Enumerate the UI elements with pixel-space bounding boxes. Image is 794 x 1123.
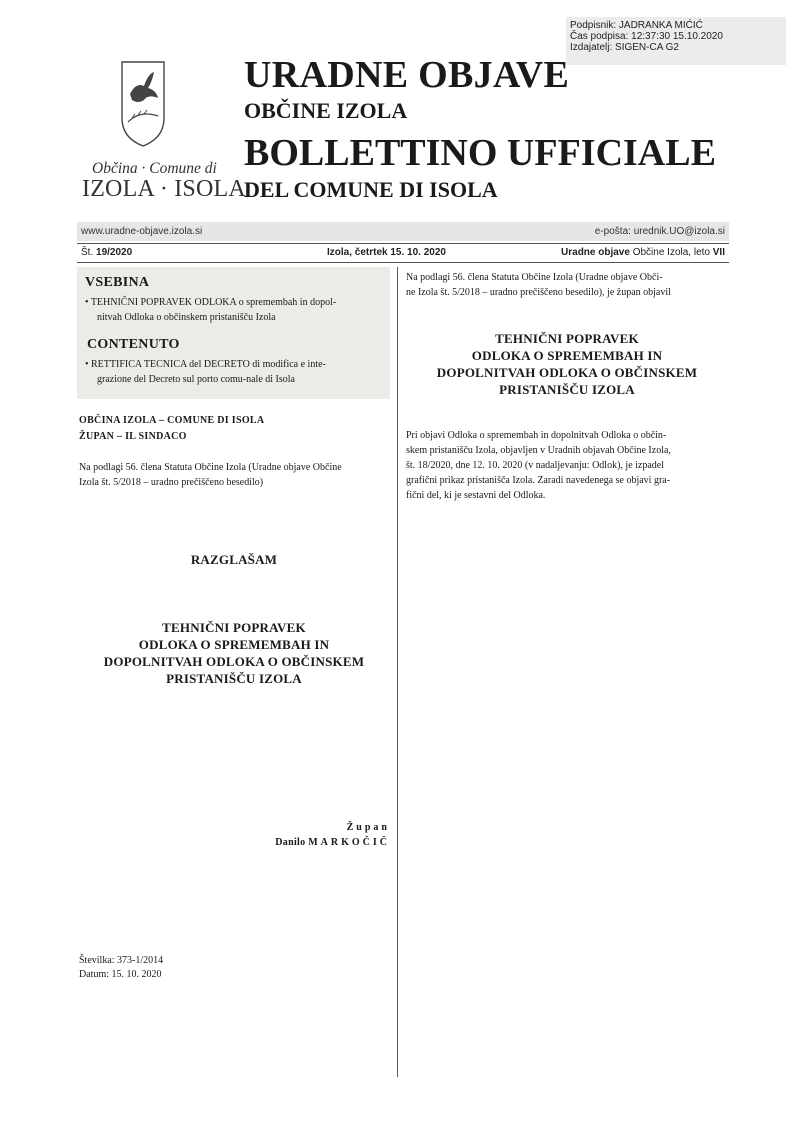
- right-intro: Na podlagi 56. člena Statuta Občine Izola (Uradne objave Obči- ne Izola št. 5/2018 – uradno prečiščeno besedilo), je župan objavil: [406, 272, 671, 298]
- subtitle-it: DEL COMUNE DI ISOLA: [244, 177, 498, 202]
- publication-info: Uradne objave Občine Izola, leto VII: [561, 247, 725, 258]
- signature-box: [566, 17, 786, 65]
- email-link[interactable]: e-pošta: urednik.UO@izola.si: [594, 226, 725, 237]
- web-bar: [77, 222, 729, 241]
- title-sl: URADNE OBJAVE: [244, 54, 570, 96]
- toc-heading-it: CONTENUTO: [87, 337, 180, 352]
- column-divider: [397, 267, 398, 1077]
- org-name: OBČINA IZOLA – COMUNE DI ISOLA: [79, 415, 265, 426]
- municipality-line1: Občina · Comune di: [92, 160, 217, 177]
- mayor-label: Župan: [346, 822, 390, 833]
- title-it: BOLLETTINO UFFICIALE: [244, 132, 716, 174]
- proclamation: RAZGLAŠAM: [190, 552, 278, 567]
- left-intro: Na podlagi 56. člena Statuta Občine Izola (Uradne objave Občine Izola št. 5/2018 – uradno prečiščeno besedilo): [79, 462, 342, 488]
- issue-info-line: [77, 243, 729, 263]
- document-date: Datum: 15. 10. 2020: [79, 969, 162, 980]
- mayor-name: Danilo MARKOČIČ: [275, 837, 390, 848]
- municipality-line2: IZOLA · ISOLA: [82, 176, 246, 202]
- issue-number: Št. 19/2020: [81, 247, 133, 258]
- right-document-title: TEHNIČNI POPRAVEK ODLOKA O SPREMEMBAH IN DOPOLNITVAH ODLOKA O OBČINSKEM PRISTANIŠČU IZOLA: [436, 331, 698, 397]
- toc-heading-sl: VSEBINA: [85, 275, 150, 290]
- document-number: Številka: 373-1/2014: [79, 955, 164, 966]
- toc-item-sl[interactable]: • TEHNIČNI POPRAVEK ODLOKA o spremembah in dopol- nitvah Odloka o občinskem pristanišču Izola: [85, 297, 337, 323]
- table-of-contents: [77, 267, 390, 399]
- subtitle-sl: OBČINE IZOLA: [244, 98, 408, 123]
- left-document-title: TEHNIČNI POPRAVEK ODLOKA O SPREMEMBAH IN DOPOLNITVAH ODLOKA O OBČINSKEM PRISTANIŠČU IZOLA: [103, 620, 365, 686]
- toc-item-it[interactable]: • RETTIFICA TECNICA del DECRETO di modifica e inte- grazione del Decreto sul porto comu-nale di Isola: [85, 359, 326, 385]
- website-link[interactable]: www.uradne-objave.izola.si: [81, 226, 203, 237]
- coat-of-arms-icon: [118, 60, 168, 150]
- signature-signer: Podpisnik: JADRANKA MIĆIĆ: [570, 20, 703, 31]
- org-role: ŽUPAN – IL SINDACO: [79, 431, 187, 442]
- place-date: Izola, četrtek 15. 10. 2020: [327, 247, 446, 258]
- right-body: Pri objavi Odloka o spremembah in dopolnitvah Odloka o občin- skem pristanišču Izola, objavljen v Uradnih objavah Občine Izola, št. 18/2020, dne 12. 10. 2020 (v nadaljevanju: Odlok), je izpadel grafični prikaz pristanišča Izola. Zaradi navedenega se objavi gra- fični del, ki je sestavni del Odloka.: [406, 430, 671, 501]
- signature-time: Čas podpisa: 12:37:30 15.10.2020: [570, 31, 723, 42]
- signature-issuer: Izdajatelj: SIGEN-CA G2: [570, 42, 679, 53]
